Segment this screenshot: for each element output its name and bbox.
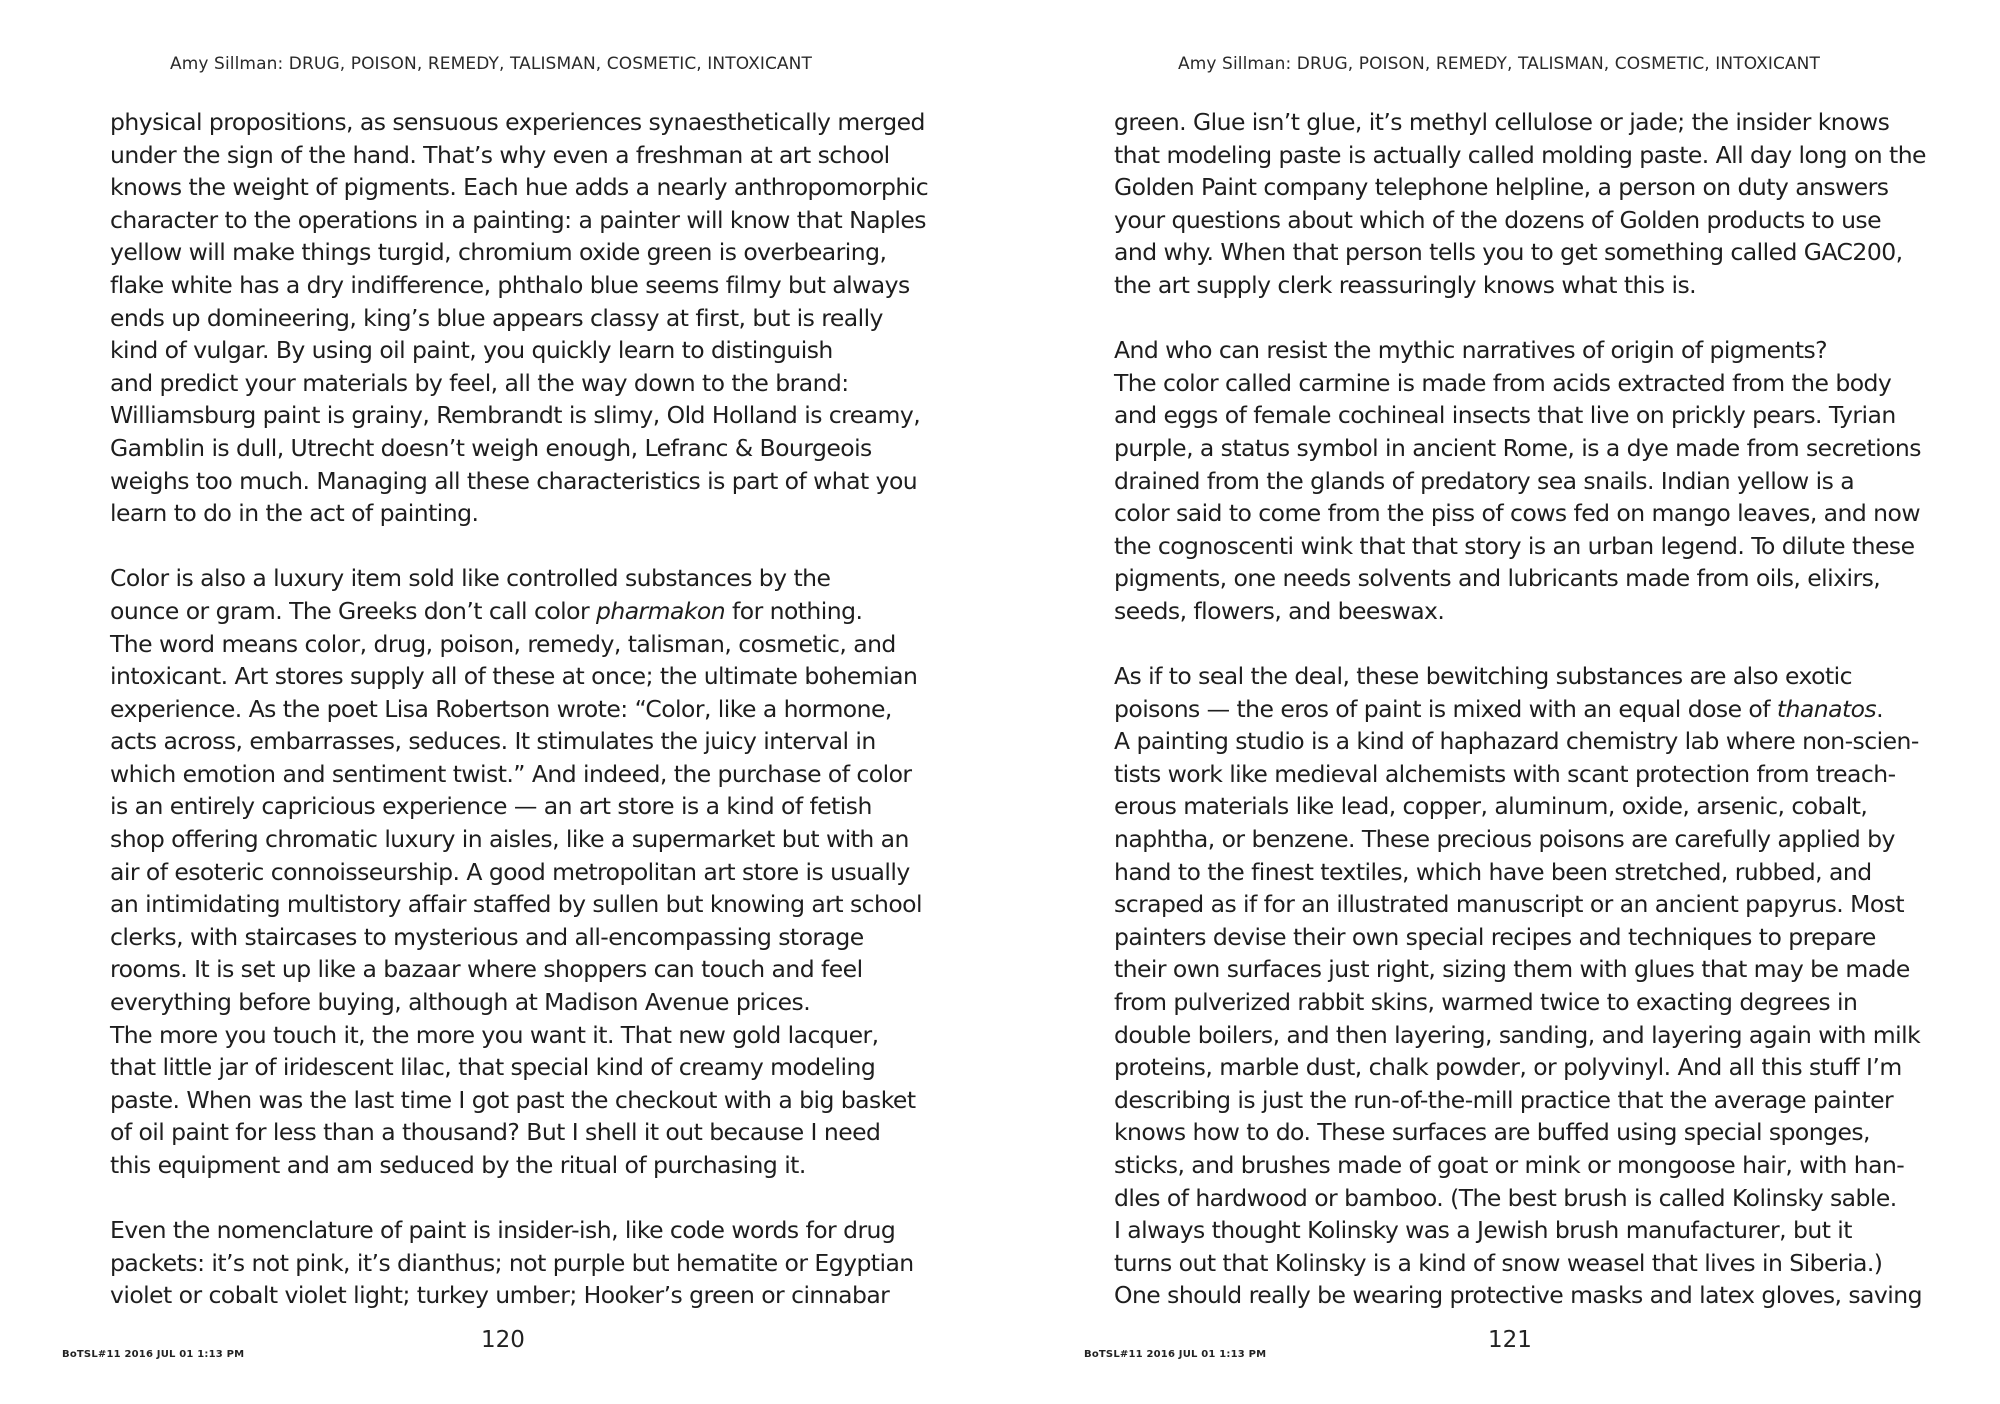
text-line: an intimidating multistory affair staffed by sullen but knowing art school xyxy=(110,890,922,919)
text-line: the art supply clerk reassuringly knows what this is. xyxy=(1114,270,1697,299)
text-line: tists work like medieval alchemists with scant protection from treach- xyxy=(1114,759,1896,788)
text-run: . xyxy=(1876,694,1884,723)
text-line: color said to come from the piss of cows fed on mango leaves, and now xyxy=(1114,499,1920,528)
text-run: ounce or gram. The Greeks don’t call color xyxy=(110,596,596,625)
text-line: and why. When that person tells you to get something called GAC200, xyxy=(1114,238,1903,267)
text-line: everything before buying, although at Madison Avenue prices. xyxy=(110,988,811,1017)
text-line: Golden Paint company telephone helpline, a person on duty answers xyxy=(1114,173,1889,202)
text-line: shop offering chromatic luxury in aisles, like a supermarket but with an xyxy=(110,825,909,854)
text-line: sticks, and brushes made of goat or mink or mongoose hair, with han- xyxy=(1114,1151,1905,1179)
text-line: hand to the finest textiles, which have been stretched, rubbed, and xyxy=(1114,857,1872,886)
text-line: And who can resist the mythic narratives of origin of pigments? xyxy=(1114,336,1828,365)
paragraph-break xyxy=(110,530,930,563)
text-line: naphtha, or benzene. These precious poisons are carefully applied by xyxy=(1114,825,1895,854)
text-line: your questions about which of the dozens of Golden products to use xyxy=(1114,205,1882,234)
text-line: the cognoscenti wink that that story is an urban legend. To dilute these xyxy=(1114,531,1915,560)
text-line: acts across, embarrasses, seduces. It stimulates the juicy interval in xyxy=(110,727,876,756)
text-line: Color is also a luxury item sold like controlled substances by the xyxy=(110,564,831,593)
text-line: intoxicant. Art stores supply all of these at once; the ultimate bohemian xyxy=(110,662,918,691)
text-line: and eggs of female cochineal insects that live on prickly pears. Tyrian xyxy=(1114,401,1896,430)
body-text xyxy=(110,106,930,1312)
text-line: proteins, marble dust, chalk powder, or polyvinyl. And all this stuff I’m xyxy=(1114,1053,1902,1082)
text-line: painters devise their own special recipes and techniques to prepare xyxy=(1114,922,1876,951)
text-line xyxy=(1114,693,1934,726)
printer-slug: BoTSL#11 2016 JUL 01 1:13 PM xyxy=(62,1349,245,1360)
text-line: is an entirely capricious experience — an art store is a kind of fetish xyxy=(110,792,872,821)
text-run: poisons — the eros of paint is mixed with an equal dose of xyxy=(1114,694,1777,723)
text-line: I always thought Kolinsky was a Jewish brush manufacturer, but it xyxy=(1114,1216,1852,1245)
text-line: and predict your materials by feel, all the way down to the brand: xyxy=(110,368,849,397)
text-line: describing is just the run-of-the-mill practice that the average painter xyxy=(1114,1085,1894,1114)
right-page xyxy=(1000,0,2000,1404)
running-head: Amy Sillman: DRUG, POISON, REMEDY, TALISMAN, COSMETIC, INTOXICANT xyxy=(170,54,812,74)
text-line: packets: it’s not pink, it’s dianthus; not purple but hematite or Egyptian xyxy=(110,1248,914,1277)
text-line: clerks, with staircases to mysterious and all-encompassing storage xyxy=(110,922,864,951)
text-line: drained from the glands of predatory sea snails. Indian yellow is a xyxy=(1114,466,1855,495)
text-line: pigments, one needs solvents and lubricants made from oils, elixirs, xyxy=(1114,564,1881,593)
text-line: A painting studio is a kind of haphazard chemistry lab where non-scien- xyxy=(1114,727,1919,756)
text-line: knows the weight of pigments. Each hue adds a nearly anthropomorphic xyxy=(110,173,929,202)
text-line: The color called carmine is made from acids extracted from the body xyxy=(1114,368,1892,397)
page-number: 121 xyxy=(1488,1327,1532,1353)
text-line: learn to do in the act of painting. xyxy=(110,499,479,528)
italic-term: thanatos xyxy=(1776,694,1877,723)
text-line: physical propositions, as sensuous experiences synaesthetically merged xyxy=(110,108,925,136)
text-line: which emotion and sentiment twist.” And indeed, the purchase of color xyxy=(110,759,912,788)
running-head: Amy Sillman: DRUG, POISON, REMEDY, TALISMAN, COSMETIC, INTOXICANT xyxy=(1178,54,1820,74)
text-line: flake white has a dry indifference, phthalo blue seems filmy but always xyxy=(110,270,910,299)
text-line: paste. When was the last time I got past the checkout with a big basket xyxy=(110,1085,916,1114)
text-line: turns out that Kolinsky is a kind of snow weasel that lives in Siberia.) xyxy=(1114,1248,1883,1277)
text-line: under the sign of the hand. That’s why even a freshman at art school xyxy=(110,140,890,169)
text-line: ends up domineering, king’s blue appears classy at first, but is really xyxy=(110,303,883,332)
text-run: for nothing. xyxy=(725,596,863,625)
text-line: weighs too much. Managing all these characteristics is part of what you xyxy=(110,466,918,495)
text-line: Williamsburg paint is grainy, Rembrandt is slimy, Old Holland is creamy, xyxy=(110,401,921,430)
text-line: of oil paint for less than a thousand? But I shell it out because I need xyxy=(110,1118,881,1147)
text-line: from pulverized rabbit skins, warmed twice to exacting degrees in xyxy=(1114,988,1858,1017)
text-line: air of esoteric connoisseurship. A good metropolitan art store is usually xyxy=(110,857,910,886)
text-line: Gamblin is dull, Utrecht doesn’t weigh enough, Lefranc & Bourgeois xyxy=(110,433,872,462)
text-line: experience. As the poet Lisa Robertson wrote: “Color, like a hormone, xyxy=(110,694,892,723)
text-line: that little jar of iridescent lilac, that special kind of creamy modeling xyxy=(110,1053,876,1082)
text-line: yellow will make things turgid, chromium oxide green is overbearing, xyxy=(110,238,887,267)
italic-term: pharmakon xyxy=(595,596,726,625)
text-line: erous materials like lead, copper, aluminum, oxide, arsenic, cobalt, xyxy=(1114,792,1868,821)
text-line xyxy=(110,595,930,628)
body-text xyxy=(1114,106,1934,1312)
paragraph-break xyxy=(1114,628,1934,661)
text-line: double boilers, and then layering, sanding, and layering again with milk xyxy=(1114,1020,1921,1049)
text-line: kind of vulgar. By using oil paint, you quickly learn to distinguish xyxy=(110,336,833,365)
text-line: As if to seal the deal, these bewitching substances are also exotic xyxy=(1114,662,1853,691)
text-line: purple, a status symbol in ancient Rome, is a dye made from secretions xyxy=(1114,433,1921,462)
text-line: this equipment and am seduced by the ritual of purchasing it. xyxy=(110,1151,806,1179)
text-line: rooms. It is set up like a bazaar where shoppers can touch and feel xyxy=(110,955,863,984)
text-line: Even the nomenclature of paint is insider-ish, like code words for drug xyxy=(110,1216,896,1245)
text-line: seeds, flowers, and beeswax. xyxy=(1114,596,1445,625)
text-line: dles of hardwood or bamboo. (The best brush is called Kolinsky sable. xyxy=(1114,1183,1897,1212)
text-line: One should really be wearing protective masks and latex gloves, saving xyxy=(1114,1281,1922,1310)
text-line: scraped as if for an illustrated manuscript or an ancient papyrus. Most xyxy=(1114,890,1905,919)
paragraph-break xyxy=(1114,302,1934,335)
text-line: The word means color, drug, poison, remedy, talisman, cosmetic, and xyxy=(110,629,896,658)
text-line: their own surfaces just right, sizing them with glues that may be made xyxy=(1114,955,1910,984)
printer-slug: BoTSL#11 2016 JUL 01 1:13 PM xyxy=(1084,1349,1267,1360)
text-line: green. Glue isn’t glue, it’s methyl cellulose or jade; the insider knows xyxy=(1114,108,1890,136)
paragraph-break xyxy=(110,1182,930,1215)
page-number: 120 xyxy=(481,1327,525,1353)
text-line: violet or cobalt violet light; turkey umber; Hooker’s green or cinnabar xyxy=(110,1281,890,1310)
text-line: character to the operations in a painting: a painter will know that Naples xyxy=(110,205,926,234)
text-line: that modeling paste is actually called molding paste. All day long on the xyxy=(1114,140,1926,169)
text-line: The more you touch it, the more you want it. That new gold lacquer, xyxy=(110,1020,879,1049)
text-line: knows how to do. These surfaces are buffed using special sponges, xyxy=(1114,1118,1870,1147)
